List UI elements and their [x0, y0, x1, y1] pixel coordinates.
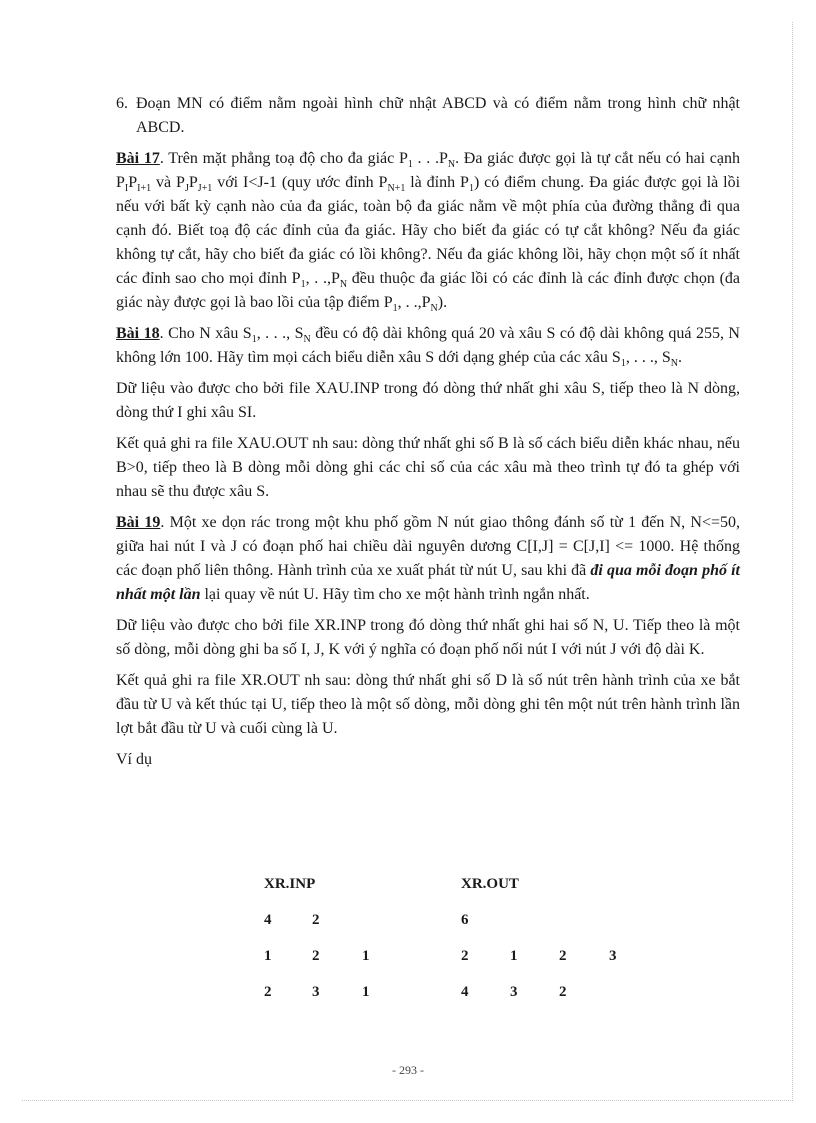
- list-item-6: [116, 92, 740, 140]
- subscript: 1: [251, 334, 257, 346]
- text-run: đều thuộc đa giác lồi có các đỉnh là các đỉnh được chọn (đa giác này được gọi là bao lồi của tập điểm P: [116, 270, 741, 311]
- text-run: , . .,P: [305, 270, 340, 287]
- inp-cell: 4: [264, 912, 272, 928]
- inp-cell: 2: [312, 912, 320, 928]
- inp-cell: 1: [362, 948, 370, 964]
- text-run: . . .P: [412, 150, 448, 167]
- subscript: 1: [392, 303, 398, 315]
- subscript: I: [124, 183, 129, 195]
- subscript: N: [303, 334, 311, 346]
- subscript: J: [184, 183, 189, 195]
- problem-17-label: Bài 17: [116, 150, 160, 167]
- subscript: N+1: [387, 183, 406, 195]
- text-run: .: [677, 349, 682, 366]
- out-title: XR.OUT: [461, 876, 519, 892]
- text-run: . Một xe dọn rác trong một khu phố gồm N nút giao thông đánh số từ 1 đến N, N<=50, giữa hai nút I và J có đoạn phố hai chiều dài nguyên dương C[I,J] = C[J,I] <= 1000. Hệ thống các đoạn phố liên thông. Hành trình của xe xuất phát từ nút U, sau khi đã: [116, 514, 741, 579]
- page-content: [116, 92, 740, 779]
- text-run: ).: [437, 294, 448, 311]
- out-cell: 2: [559, 948, 567, 964]
- problem-18: [116, 322, 740, 370]
- text-run: với I<J-1 (quy ước đỉnh P: [212, 174, 388, 191]
- text-run: P: [188, 174, 198, 191]
- subscript: N: [430, 303, 438, 315]
- problem-19-label: Bài 19: [116, 514, 161, 531]
- item-number: 6.: [116, 95, 128, 112]
- text-run: là đỉnh P: [405, 174, 469, 191]
- problem-19-output: Kết quả ghi ra file XR.OUT nh sau: dòng thứ nhất ghi số D là số nút trên hành trình của xe bắt đầu từ U và kết thúc tại U, tiếp theo là một số dòng, mỗi dòng ghi tên một nút trên hành trình lần lợt bắt đầu từ U và cuối cùng là U.: [116, 672, 740, 737]
- item-text: Đoạn MN có điểm nằm ngoài hình chữ nhật ABCD và có điểm nằm trong hình chữ nhật ABCD.: [136, 95, 740, 136]
- out-cell: 2: [559, 984, 567, 1000]
- out-cell: 3: [510, 984, 518, 1000]
- italic-emphasis: đi qua mỗi đoạn phố ít nhất một lần: [116, 562, 741, 603]
- out-cell: 6: [461, 912, 469, 928]
- inp-title: XR.INP: [264, 876, 316, 892]
- problem-18-input: Dữ liệu vào được cho bởi file XAU.INP trong đó dòng thứ nhất ghi xâu S, tiếp theo là N dòng, dòng thứ I ghi xâu SI.: [116, 380, 740, 421]
- text-run: , . .,P: [397, 294, 431, 311]
- text-run: , . . ., S: [625, 349, 671, 366]
- subscript: N: [670, 358, 678, 370]
- out-cell: 3: [609, 948, 617, 964]
- subscript: N: [339, 279, 348, 291]
- text-run: lại quay về nút U. Hãy tìm cho xe một hành trình ngắn nhất.: [200, 586, 590, 603]
- subscript: I+1: [137, 183, 152, 195]
- out-cell: 1: [510, 948, 518, 964]
- subscript: 1: [407, 159, 413, 171]
- subscript: N: [447, 159, 456, 171]
- text-run: , . . ., S: [256, 325, 304, 342]
- problem-17: [116, 147, 740, 315]
- inp-cell: 2: [264, 984, 272, 1000]
- subscript: J+1: [197, 183, 213, 195]
- problem-19-input: Dữ liệu vào được cho bởi file XR.INP trong đó dòng thứ nhất ghi hai số N, U. Tiếp theo là một số dòng, mỗi dòng ghi ba số I, J, K với ý nghĩa có đoạn phố nối nút I với nút J với độ dài K.: [116, 617, 740, 658]
- inp-cell: 1: [362, 984, 370, 1000]
- text-run: . Cho N xâu S: [159, 325, 252, 342]
- inp-cell: 3: [312, 984, 320, 1000]
- out-cell: 2: [461, 948, 469, 964]
- text-run: P: [128, 174, 138, 191]
- page-number: - 293 -: [392, 1063, 424, 1077]
- problem-18-label: Bài 18: [116, 325, 160, 342]
- out-cell: 4: [461, 984, 469, 1000]
- subscript: 1: [300, 279, 306, 291]
- text-run: . Đa giác được gọi là tự cắt nếu có hai cạnh P: [116, 150, 741, 191]
- subscript: 1: [620, 358, 626, 370]
- example-label: Ví dụ: [116, 751, 152, 768]
- text-run: ) có điểm chung. Đa giác được gọi là lồi nếu với bất kỳ cạnh nào của đa giác, toàn bộ đa giác nằm về một phía của đường thẳng đi qua cạnh đó. Biết toạ độ các đỉnh của đa giác. Hãy cho biết đa giác có tự cắt không? Nếu đa giác không tự cắt, hãy cho biết đa giác có lồi không?. Nếu đa giác không lồi, hãy chọn một số ít nhất các đỉnh sao cho mọi đỉnh P: [116, 174, 741, 287]
- inp-cell: 2: [312, 948, 320, 964]
- text-run: đều có độ dài không quá 20 và xâu S có độ dài không quá 255, N không lớn 100. Hãy tìm mọi cách biểu diễn xâu S dới dạng ghép của các xâu S: [116, 325, 740, 366]
- subscript: 1: [468, 183, 474, 195]
- problem-19: [116, 511, 740, 607]
- inp-cell: 1: [264, 948, 272, 964]
- text-run: . Trên mặt phẳng toạ độ cho đa giác P: [159, 150, 408, 167]
- problem-18-output: Kết quả ghi ra file XAU.OUT nh sau: dòng thứ nhất ghi số B là số cách biểu diễn khác nhau, nếu B>0, tiếp theo là B dòng mỗi dòng ghi các chỉ số của các xâu mà theo trình tự đó ta ghép với nhau sẽ thu được xâu S.: [116, 435, 740, 500]
- text-run: và P: [151, 174, 185, 191]
